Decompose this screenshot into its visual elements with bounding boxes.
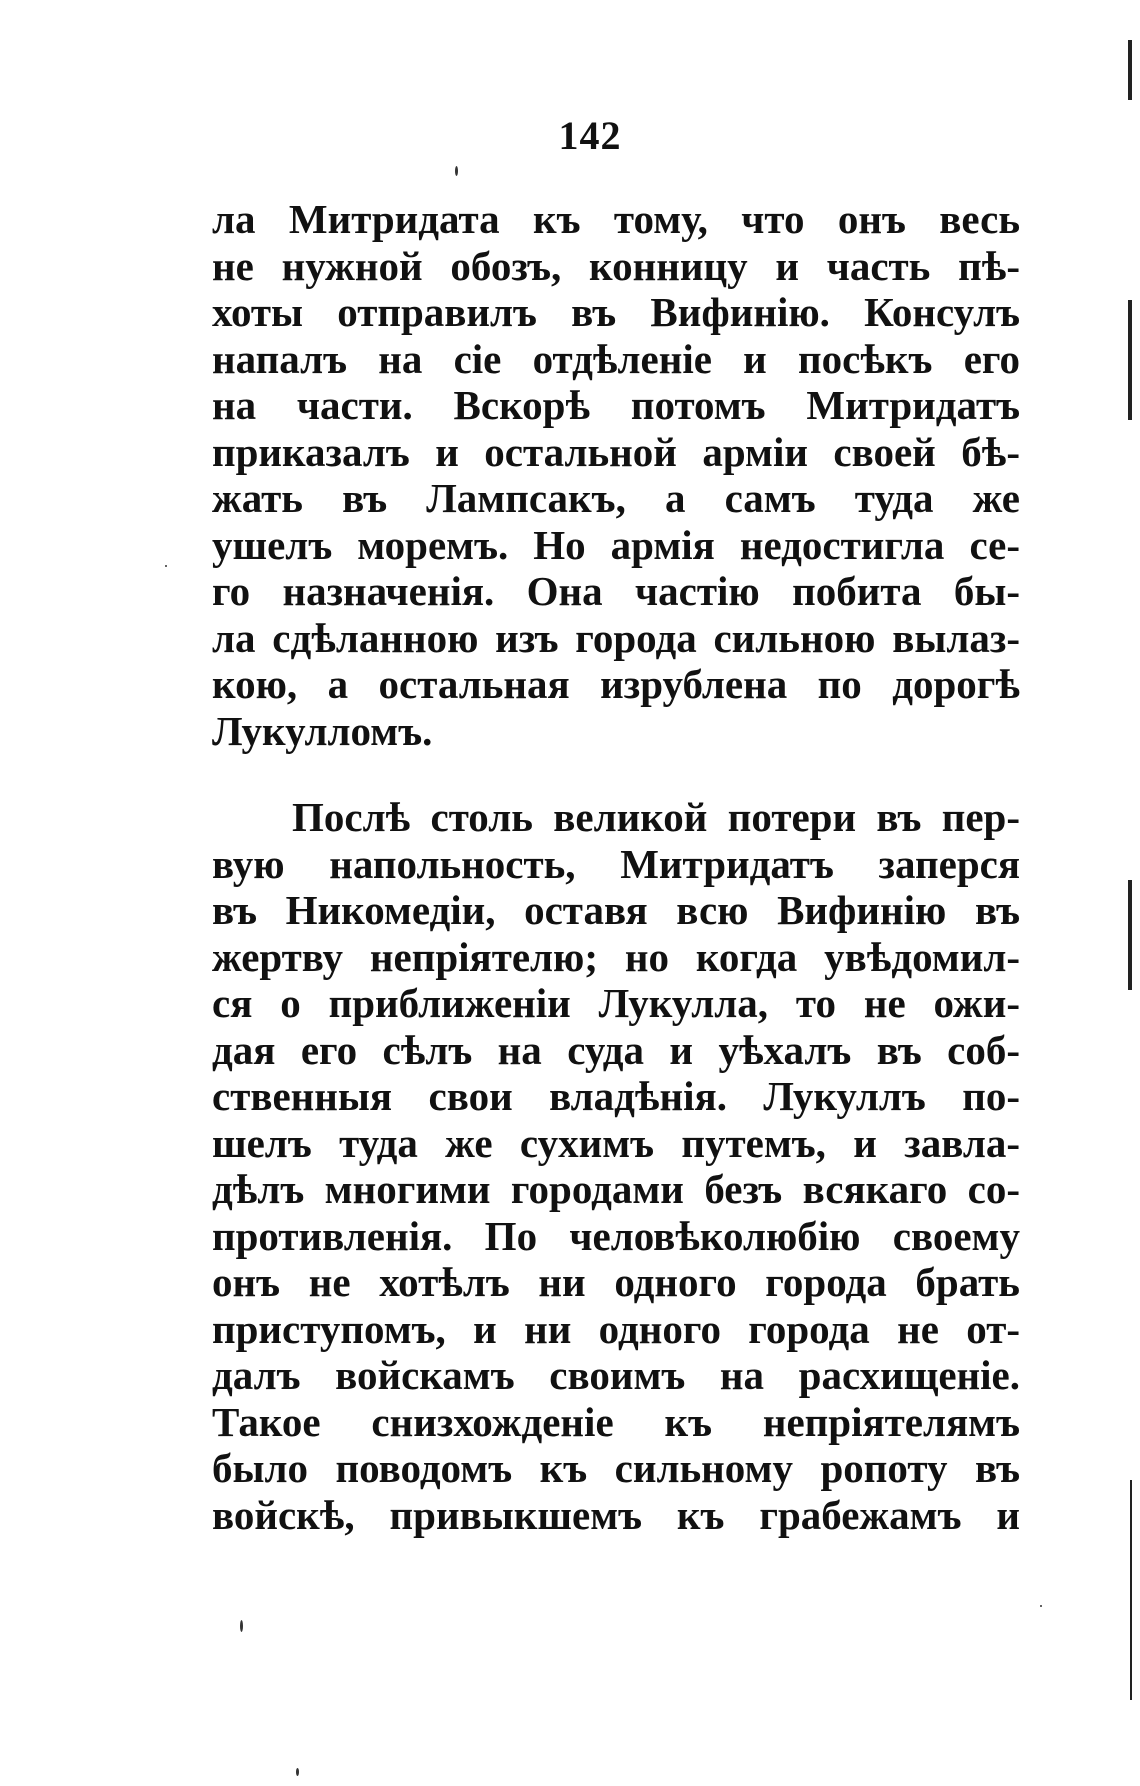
text-line: Лукулломъ.: [212, 707, 433, 754]
text-line: въ Никомедіи, оставя всю Вифинію въ: [212, 887, 1020, 933]
text-line: онъ не хотѣлъ ни одного города брать: [212, 1259, 1020, 1305]
text-line: ла сдѣланною изъ города сильною вылаз-: [212, 614, 1020, 661]
text-line: жать въ Лампсакъ, а самъ туда же: [212, 475, 1020, 521]
paragraph-2: [212, 794, 1020, 1538]
text-line: го назначенія. Она частію побита бы-: [212, 568, 1020, 614]
text-line: дая его сѣлъ на суда и уѣхалъ въ соб-: [212, 1026, 1020, 1073]
scan-edge-mark: [1130, 1480, 1132, 1700]
scan-speck: [455, 166, 458, 176]
text-line: Послѣ столь великой потери въ пер-: [292, 794, 1020, 840]
scan-speck: [165, 565, 167, 567]
text-line: ственныя свои владѣнія. Лукуллъ по-: [212, 1073, 1020, 1119]
text-line: дѣлъ многими городами безъ всякаго со-: [212, 1166, 1020, 1212]
text-line: приступомъ, и ни одного города не от-: [212, 1305, 1020, 1352]
text-line: противленія. По человѣколюбію своему: [212, 1212, 1020, 1259]
page-number: 142: [558, 113, 622, 158]
text-line: войскѣ, привыкшемъ къ грабежамъ и: [212, 1491, 1020, 1538]
text-line: далъ войскамъ своимъ на расхищеніе.: [212, 1352, 1020, 1398]
text-line: было поводомъ къ сильному ропоту въ: [212, 1445, 1020, 1491]
text-line: ся о приближеніи Лукулла, то не ожи-: [212, 980, 1020, 1026]
text-line: приказалъ и остальной арміи своей бѣ-: [212, 428, 1020, 475]
text-line: ла Митридата къ тому, что онъ весь: [212, 196, 1020, 242]
text-line: ушелъ моремъ. Но армія недостигла се-: [212, 521, 1020, 568]
text-line: Такое снизхожденіе къ непріятелямъ: [212, 1398, 1020, 1445]
scan-edge-mark: [1128, 300, 1132, 420]
scan-speck: [1040, 1605, 1042, 1607]
scan-speck: [240, 1620, 243, 1632]
text-line: жертву непріятелю; но когда увѣдомил-: [212, 933, 1020, 980]
scan-edge-mark: [1128, 40, 1132, 100]
text-line: хоты отправилъ въ Вифинію. Консулъ: [212, 289, 1020, 335]
text-line: на части. Вскорѣ потомъ Митридатъ: [212, 382, 1020, 428]
scan-edge-mark: [1128, 880, 1132, 990]
paragraph-1: [212, 196, 1020, 754]
text-line: не нужной обозъ, конницу и часть пѣ-: [212, 242, 1020, 289]
scan-speck: [296, 1768, 299, 1776]
text-line: напалъ на сіе отдѣленіе и посѣкъ его: [212, 335, 1020, 382]
text-line: кою, а остальная изрублена по дорогѣ: [212, 661, 1020, 707]
text-line: вую напольность, Митридатъ заперся: [212, 840, 1020, 887]
text-line: шелъ туда же сухимъ путемъ, и завла-: [212, 1119, 1020, 1166]
